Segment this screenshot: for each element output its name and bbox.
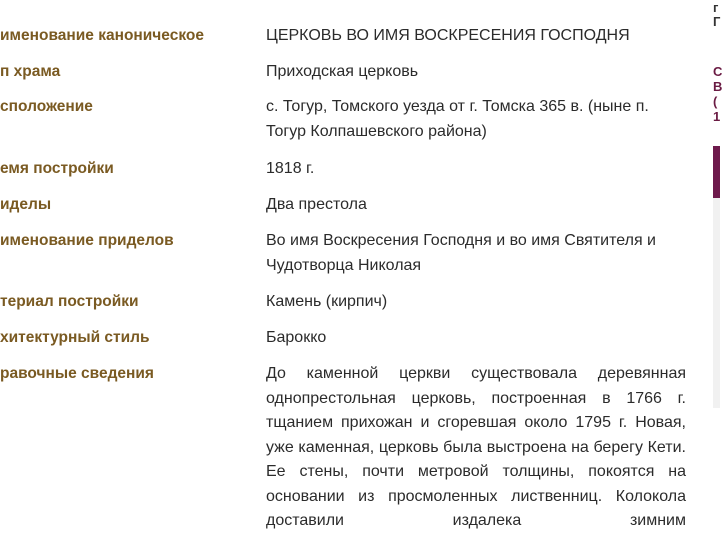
value-build-time: 1818 г.: [266, 160, 315, 177]
value-chapel-names: Во имя Воскресения Господня и во имя Святителя и Чудотворца Николая: [266, 232, 656, 274]
value-chapels: Два престола: [266, 196, 367, 213]
side-char: Г: [713, 14, 721, 29]
value-church-type: Приходская церковь: [266, 63, 419, 80]
value-material: Камень (кирпич): [266, 293, 388, 310]
value-reference: До каменной церкви существовала деревянная однопрестольная церковь, построенная в 1766 г. тщанием прихожан и сгоревшая около 1795 г. Новая, уже каменная, церковь была выстроена на берегу Кети. Ее стены, почти метровой толщины, покоятся на основании из просмоленных лиственниц. Колокола доставили издалека зимним: [266, 365, 686, 529]
value-canonical-name: ЦЕРКОВЬ ВО ИМЯ ВОСКРЕСЕНИЯ ГОСПОДНЯ: [266, 27, 630, 44]
label-chapel-names: именование приделов: [0, 232, 174, 249]
side-char: С: [713, 64, 722, 79]
side-char: (: [713, 94, 718, 109]
label-chapels: иделы: [0, 196, 52, 213]
side-scroll-area: [713, 198, 720, 408]
label-church-type: п храма: [0, 63, 61, 80]
value-style: Барокко: [266, 329, 327, 346]
side-char: г: [713, 0, 719, 15]
side-accent-bar: [713, 146, 720, 198]
label-build-time: емя постройки: [0, 160, 114, 177]
label-canonical-name: именование каноническое: [0, 27, 204, 44]
label-style: хитектурный стиль: [0, 329, 150, 346]
label-reference: равочные сведения: [0, 365, 154, 382]
side-char: В: [713, 79, 722, 94]
side-char: 1: [713, 109, 721, 124]
label-location: сположение: [0, 98, 93, 115]
value-location: с. Тогур, Томского уезда от г. Томска 365 в. (ныне п. Тогур Колпашевского района): [266, 98, 649, 140]
label-material: териал постройки: [0, 293, 139, 310]
